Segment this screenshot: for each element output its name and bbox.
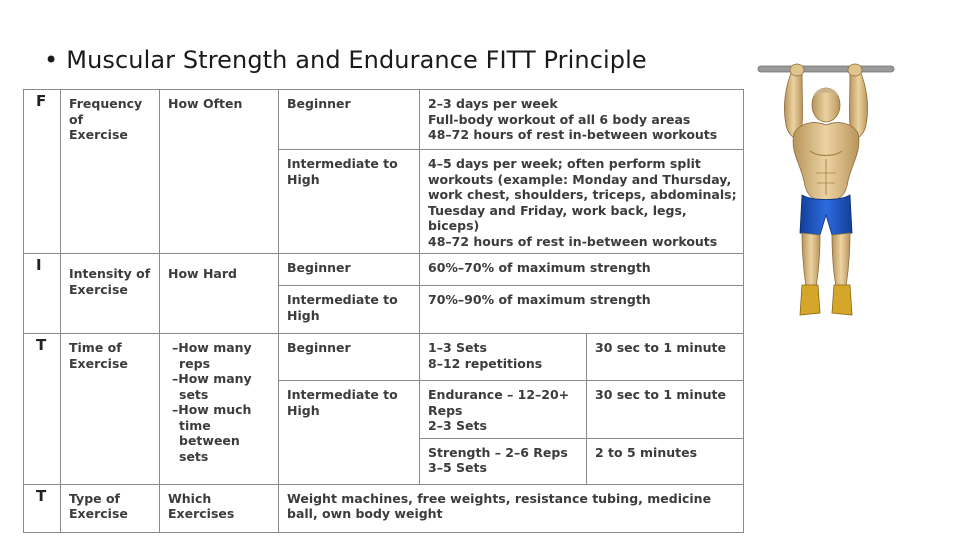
frequency-label: Frequency of Exercise: [61, 90, 160, 254]
intensity-intermediate-level: Intermediate to High: [279, 286, 420, 334]
time-intermediate-level: Intermediate to High: [279, 381, 420, 485]
table-row: [24, 334, 744, 381]
time-beginner-rest: 30 sec to 1 minute: [587, 334, 744, 381]
time-question-reps: –How many reps: [172, 340, 252, 371]
pull-up-figure-icon: [756, 55, 896, 325]
bullet-icon: •: [44, 46, 59, 74]
fitt-letter-i: I: [24, 254, 61, 334]
time-question-sets: –How many sets: [172, 371, 252, 402]
type-label: Type of Exercise: [61, 484, 160, 532]
time-strength-detail: Strength – 2–6 Reps 3–5 Sets: [420, 438, 587, 484]
time-endurance-detail: Endurance – 12–20+ Reps 2–3 Sets: [420, 381, 587, 439]
time-label: Time of Exercise: [61, 334, 160, 485]
frequency-intermediate-level: Intermediate to High: [279, 150, 420, 254]
type-detail: Weight machines, free weights, resistance tubing, medicine ball, own body weight: [279, 484, 744, 532]
slide-title: [44, 46, 647, 74]
table-row: [24, 484, 744, 532]
table-row: [24, 254, 744, 286]
fitt-letter-f: F: [24, 90, 61, 254]
table-row: [24, 90, 744, 150]
fitt-table: [23, 89, 744, 533]
fitt-letter-t-type: T: [24, 484, 61, 532]
frequency-beginner-level: Beginner: [279, 90, 420, 150]
time-questions: [160, 334, 279, 485]
time-endurance-rest: 30 sec to 1 minute: [587, 381, 744, 439]
slide-title-text: Muscular Strength and Endurance FITT Principle: [66, 46, 647, 74]
time-beginner-detail: 1–3 Sets 8–12 repetitions: [420, 334, 587, 381]
intensity-intermediate-detail: 70%–90% of maximum strength: [420, 286, 744, 334]
intensity-question: How Hard: [160, 254, 279, 334]
frequency-intermediate-detail: 4–5 days per week; often perform split workouts (example: Monday and Thursday, work chest, shoulders, triceps, abdominals; Tuesday and Friday, work back, legs, biceps) 48–72 hours of rest in-between workouts: [420, 150, 744, 254]
time-strength-rest: 2 to 5 minutes: [587, 438, 744, 484]
time-question-rest: –How much time between sets: [172, 402, 252, 464]
time-beginner-level: Beginner: [279, 334, 420, 381]
type-question: Which Exercises: [160, 484, 279, 532]
intensity-label: Intensity of Exercise: [61, 254, 160, 334]
fitt-letter-t-time: T: [24, 334, 61, 485]
frequency-question: How Often: [160, 90, 279, 254]
intensity-beginner-detail: 60%–70% of maximum strength: [420, 254, 744, 286]
frequency-beginner-detail: 2–3 days per week Full-body workout of all 6 body areas 48–72 hours of rest in-between workouts: [420, 90, 744, 150]
intensity-beginner-level: Beginner: [279, 254, 420, 286]
